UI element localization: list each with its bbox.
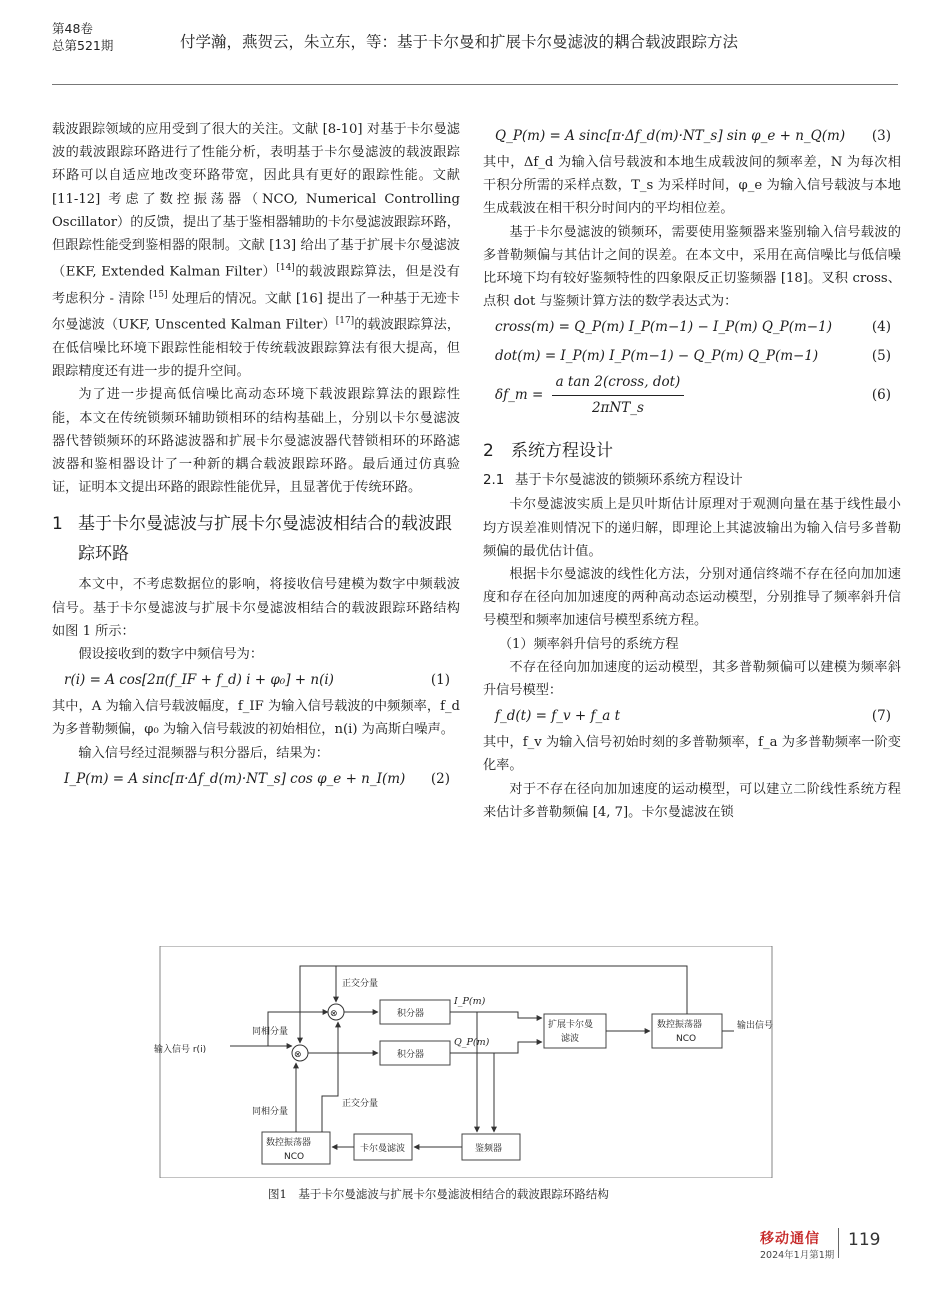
section-heading-1 (52, 509, 460, 569)
paragraph: 其中，f_v 为输入信号初始时刻的多普勒频率，f_a 为多普勒频率一阶变化率。 (483, 735, 901, 774)
qp-signal-label: Q_P(m) (454, 1037, 490, 1048)
inphase-label-top: 同相分量 (252, 1027, 289, 1037)
equation-1 (52, 666, 460, 695)
discriminator-label: 鉴频器 (475, 1144, 503, 1154)
equation-lhs: δf_m = (495, 386, 544, 403)
journal-issue-date: 2024年1月第1期 (760, 1250, 835, 1261)
equation-expression: f_d(t) = f_v + f_a t (495, 708, 621, 725)
ekf-label-line1: 扩展卡尔曼 (548, 1020, 594, 1030)
citation[interactable]: [15] (149, 289, 168, 300)
equation-expression: I_P(m) = A sinc[π·Δf_d(m)·NT_s] cos φ_e + n_I(m) (64, 770, 406, 787)
equation-3 (483, 122, 901, 151)
equation-number: (5) (871, 348, 891, 365)
paragraph: 假设接收到的数字中频信号为： (78, 647, 264, 663)
nco-left-quadrature-feed (322, 1022, 338, 1132)
left-column (52, 118, 460, 794)
header-volume: 第48卷 (52, 21, 93, 36)
kalman-filter-label: 卡尔曼滤波 (360, 1144, 406, 1154)
page-number: 119 (848, 1230, 881, 1250)
equation-7 (483, 702, 901, 731)
right-column (483, 122, 901, 824)
equation-expression: dot(m) = I_P(m) I_P(m−1) − Q_P(m) Q_P(m−1) (495, 348, 819, 365)
section-heading-2 (483, 437, 901, 465)
paragraph: 为了进一步提高低信噪比高动态环境下载波跟踪算法的跟踪性能，本文在传统锁频环辅助锁相环的结构基础上，分别以卡尔曼滤波器代替锁频环的环路滤波器和扩展卡尔曼滤波器代替锁相环的环路滤波器和鉴相器设计了一种新的耦合载波跟踪环路。最后通过仿真验证，证明本文提出环路的跟踪性能优异，且显著优于传统环路。 (52, 387, 460, 496)
fraction (552, 371, 685, 420)
subsection-heading-2-1 (483, 469, 901, 493)
equation-2 (52, 765, 460, 794)
paragraph: 基于卡尔曼滤波的锁频环，需要使用鉴频器来鉴别输入信号载波的多普勒频偏与其估计之间的误差。在本文中，采用在高信噪比与低信噪比环境下均有较好鉴频特性的四象限反正切鉴频器 [18]。叉积 cross、点积 dot 与鉴频计算方法的数学表达式为： (483, 224, 901, 310)
quadrature-label-bottom: 正交分量 (342, 1099, 379, 1109)
fraction-denominator: 2πNT_s (591, 399, 644, 416)
integrator-top-label: 积分器 (397, 1009, 425, 1019)
paragraph: 其中，Δf_d 为输入信号载波和本地生成载波间的频率差，N 为每次相干积分所需的采样点数，T_s 为采样时间，φ_e 为输入信号载波与本地生成载波在相干积分时间内的平均相位差。 (483, 155, 901, 217)
nco-right-label-line2: NCO (676, 1034, 697, 1044)
paragraph: 不存在径向加加速度的运动模型，其多普勒频偏可以建模为频率斜升信号模型： (483, 659, 901, 699)
nco-left-label-line1: 数控振荡器 (266, 1138, 312, 1148)
equation-number: (7) (871, 708, 891, 725)
subsection-title: 基于卡尔曼滤波的锁频环系统方程设计 (515, 473, 743, 489)
equation-expression (483, 371, 684, 420)
mixer-symbol: ⊗ (294, 1050, 302, 1060)
input-signal-label: 输入信号 r(i) (154, 1045, 207, 1055)
nco-right-label-line1: 数控振荡器 (657, 1020, 703, 1030)
ip-signal-label: I_P(m) (454, 996, 486, 1007)
equation-expression: r(i) = A cos[2π(f_IF + f_d) i + φ₀] + n(i) (64, 672, 334, 689)
equation-4 (483, 313, 901, 342)
paragraph: 本文中，不考虑数据位的影响，将接收信号建模为数字中频载波信号。基于卡尔曼滤波与扩展卡尔曼滤波相结合的载波跟踪环路结构如图 1 所示： (52, 577, 460, 639)
header-issue: 总第521期 (52, 38, 114, 53)
section-title: 基于卡尔曼滤波与扩展卡尔曼滤波相结合的载波跟踪环路 (78, 514, 452, 565)
equation-5 (483, 342, 901, 371)
equation-number: (6) (871, 386, 891, 403)
journal-logo: 移动通信 (760, 1231, 820, 1247)
citation[interactable]: [14] (276, 263, 295, 274)
running-title: 付学瀚，燕贺云，朱立东，等：基于卡尔曼和扩展卡尔曼滤波的耦合载波跟踪方法 (180, 33, 739, 51)
equation-expression: Q_P(m) = A sinc[π·Δf_d(m)·NT_s] sin φ_e + n_Q(m) (495, 127, 846, 144)
paragraph: 卡尔曼滤波实质上是贝叶斯估计原理对于观测向量在基于线性最小均方误差准则情况下的递归解，即理论上其滤波输出为输入信号多普勒频偏的最优估计值。 (483, 497, 901, 559)
section-title: 系统方程设计 (511, 441, 613, 462)
mixer-symbol: ⊗ (330, 1009, 338, 1019)
integrator-bottom-label: 积分器 (397, 1050, 425, 1060)
header-volume-block (52, 20, 113, 54)
equation-expression: cross(m) = Q_P(m) I_P(m−1) − I_P(m) Q_P(m−1) (495, 319, 832, 336)
inphase-label-bottom: 同相分量 (252, 1107, 289, 1117)
figure-1-block-diagram (142, 946, 782, 1178)
figure-caption: 图1 基于卡尔曼滤波与扩展卡尔曼滤波相结合的载波跟踪环路结构 (268, 1187, 609, 1201)
header-rule (52, 84, 898, 85)
section-number: 1 (52, 514, 63, 535)
list-item: （1）频率斜升信号的系统方程 (498, 636, 679, 652)
arrow (450, 1012, 542, 1018)
paragraph: 输入信号经过混频器与积分器后，结果为： (78, 745, 329, 761)
equation-6 (483, 371, 901, 419)
equation-number: (4) (871, 319, 891, 336)
footer-divider (838, 1228, 839, 1258)
paragraph: 根据卡尔曼滤波的线性化方法，分别对通信终端不存在径向加加速度和存在径向加加速度的两种高动态运动模型，分别推导了频率斜升信号模型和频率加速信号模型系统方程。 (483, 567, 901, 629)
ekf-label-line2: 滤波 (561, 1034, 580, 1044)
equation-number: (2) (430, 770, 450, 787)
subsection-number: 2.1 (483, 473, 505, 489)
equation-number: (1) (430, 672, 450, 689)
fraction-numerator: a tan 2(cross, dot) (552, 371, 685, 396)
citation[interactable]: [17] (335, 316, 355, 327)
nco-left-label-line2: NCO (284, 1152, 305, 1162)
paragraph: 其中，A 为输入信号载波幅度，f_IF 为输入信号载波的中频频率，f_d 为多普勒频偏，φ₀ 为输入信号载波的初始相位，n(i) 为高斯白噪声。 (52, 699, 460, 738)
paragraph: 对于不存在径向加加速度的运动模型，可以建立二阶线性系统方程来估计多普勒频偏 [4, 7]。卡尔曼滤波在锁 (483, 781, 901, 820)
output-signal-label: 输出信号 (737, 1021, 774, 1031)
section-number: 2 (483, 441, 494, 462)
equation-number: (3) (871, 127, 891, 144)
paragraph: 载波跟踪领域的应用受到了很大的关注。文献 [8-10] 对基于卡尔曼滤波的载波跟踪环路进行了性能分析，表明基于卡尔曼滤波的载波跟踪环路可以自适应地改变环路带宽，因此具有更好的跟踪性能。文献 [11-12] 考虑了数控振荡器（NCO, Numerical Controlling Oscillator）的反馈，提出了基于鉴相器辅助的卡尔曼滤波跟踪环路，但跟踪性能受到鉴相器的限制。文献 [13] 给出了基于扩展卡尔曼滤波（EKF, Extended Kalman Filter）[14]的载波跟踪算法，但是没有考虑积分 - 清除 [15] 处理后的情况。文献 [16] 提出了一种基于无迹卡尔曼滤波（UKF, Unscented Kalman Filter）[17]的载波跟踪算法，在低信噪比环境下跟踪性能相较于传统载波跟踪算法有很大提高，但跟踪精度还有进一步的提升空间。 (52, 122, 461, 380)
quadrature-label-top: 正交分量 (342, 979, 379, 989)
